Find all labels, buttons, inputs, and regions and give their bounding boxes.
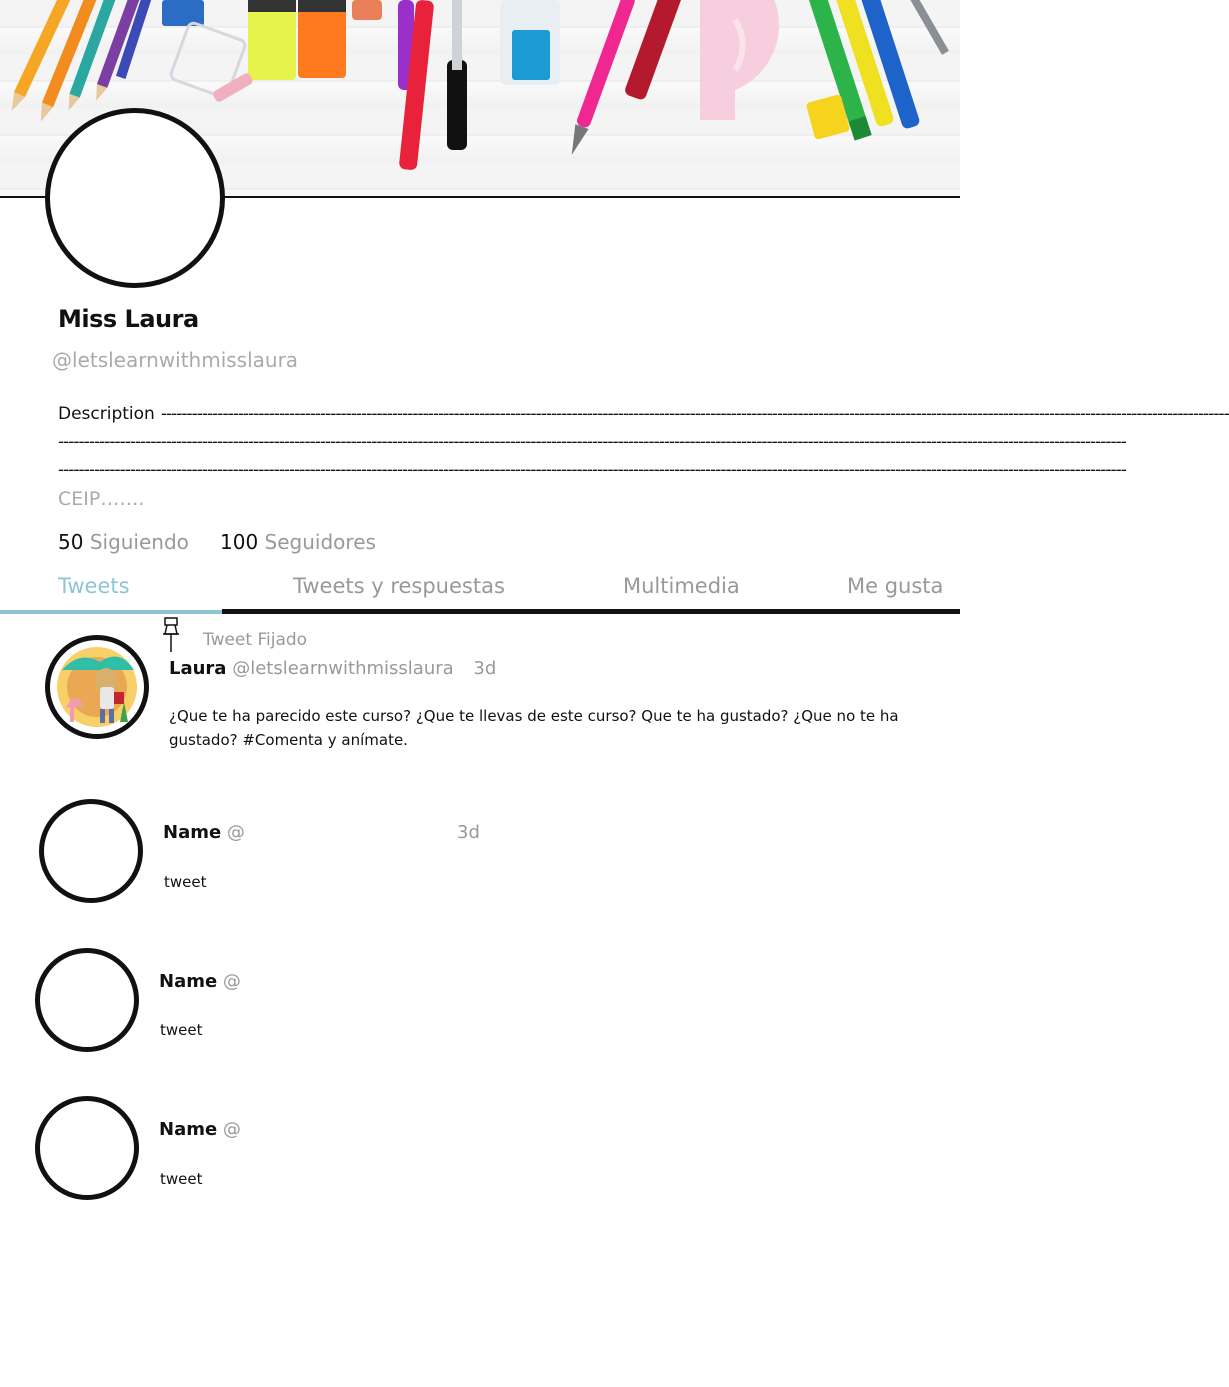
tweet-header [163,822,245,843]
followers-count: 100 [220,530,259,554]
followers-label: Seguidores [264,530,376,554]
tabs-divider [222,609,960,614]
tweet-time[interactable]: 3d [473,658,497,679]
tweet-handle[interactable]: @ [222,1119,241,1140]
pinned-tweet-header [169,658,496,679]
profile-stats [58,530,376,554]
description-label: Description [58,404,155,424]
pinned-tweet-text: ¿Que te ha parecido este curso? ¿Que te llevas de este curso? Que te ha gustado? ¿Que no te ha gustado? #Comenta y anímate. [169,707,899,749]
following-stat[interactable] [58,530,189,554]
tweet-text: tweet [160,1170,203,1188]
tweet-author[interactable]: Name [159,1119,218,1140]
profile-avatar[interactable] [45,108,225,288]
tweet-handle[interactable]: @ [222,971,241,992]
tweet-header [159,1119,241,1140]
tab-tweets-replies[interactable]: Tweets y respuestas [293,574,505,598]
profile-tabs [0,572,960,616]
description-line: ---------------------------------------------------------------------------------------------------------------------------------------------------------------------------------------------------------------- [58,460,1126,480]
profile-school: CEIP……. [58,488,145,510]
description-line: ---------------------------------------------------------------------------------------------------------------------------------------------------------------------------------------------------------------- [160,404,1229,424]
tweet-header [159,971,241,992]
tab-media[interactable]: Multimedia [623,574,740,598]
description-line: ---------------------------------------------------------------------------------------------------------------------------------------------------------------------------------------------------------------- [58,432,1126,452]
tab-likes[interactable]: Me gusta [847,574,944,598]
tweet-avatar[interactable] [39,799,143,903]
tweet-author[interactable]: Name [163,822,222,843]
following-label: Siguiendo [89,530,189,554]
bitmoji-avatar-image [50,640,144,734]
profile-handle: @letslearnwithmisslaura [52,348,299,372]
tweet-time[interactable]: 3d [457,822,480,843]
tweet-text: tweet [164,873,207,891]
pinned-tweet-avatar[interactable] [45,635,149,739]
tweet-text: tweet [160,1021,203,1039]
tweet-author[interactable]: Name [159,971,218,992]
tweet-author[interactable]: Laura [169,658,227,679]
pinned-tweet-label: Tweet Fijado [203,630,308,650]
profile-name: Miss Laura [58,305,199,333]
tweet-handle[interactable]: @letslearnwithmisslaura [232,658,454,679]
tweet-avatar[interactable] [35,1096,139,1200]
following-count: 50 [58,530,84,554]
active-tab-indicator [0,610,222,614]
profile-description [58,400,1229,484]
push-pin-icon [160,616,182,654]
tweet-handle[interactable]: @ [226,822,245,843]
tab-tweets[interactable]: Tweets [58,574,130,598]
tweet-avatar[interactable] [35,948,139,1052]
tweet-time-wrap [457,822,480,843]
followers-stat[interactable] [220,530,376,554]
